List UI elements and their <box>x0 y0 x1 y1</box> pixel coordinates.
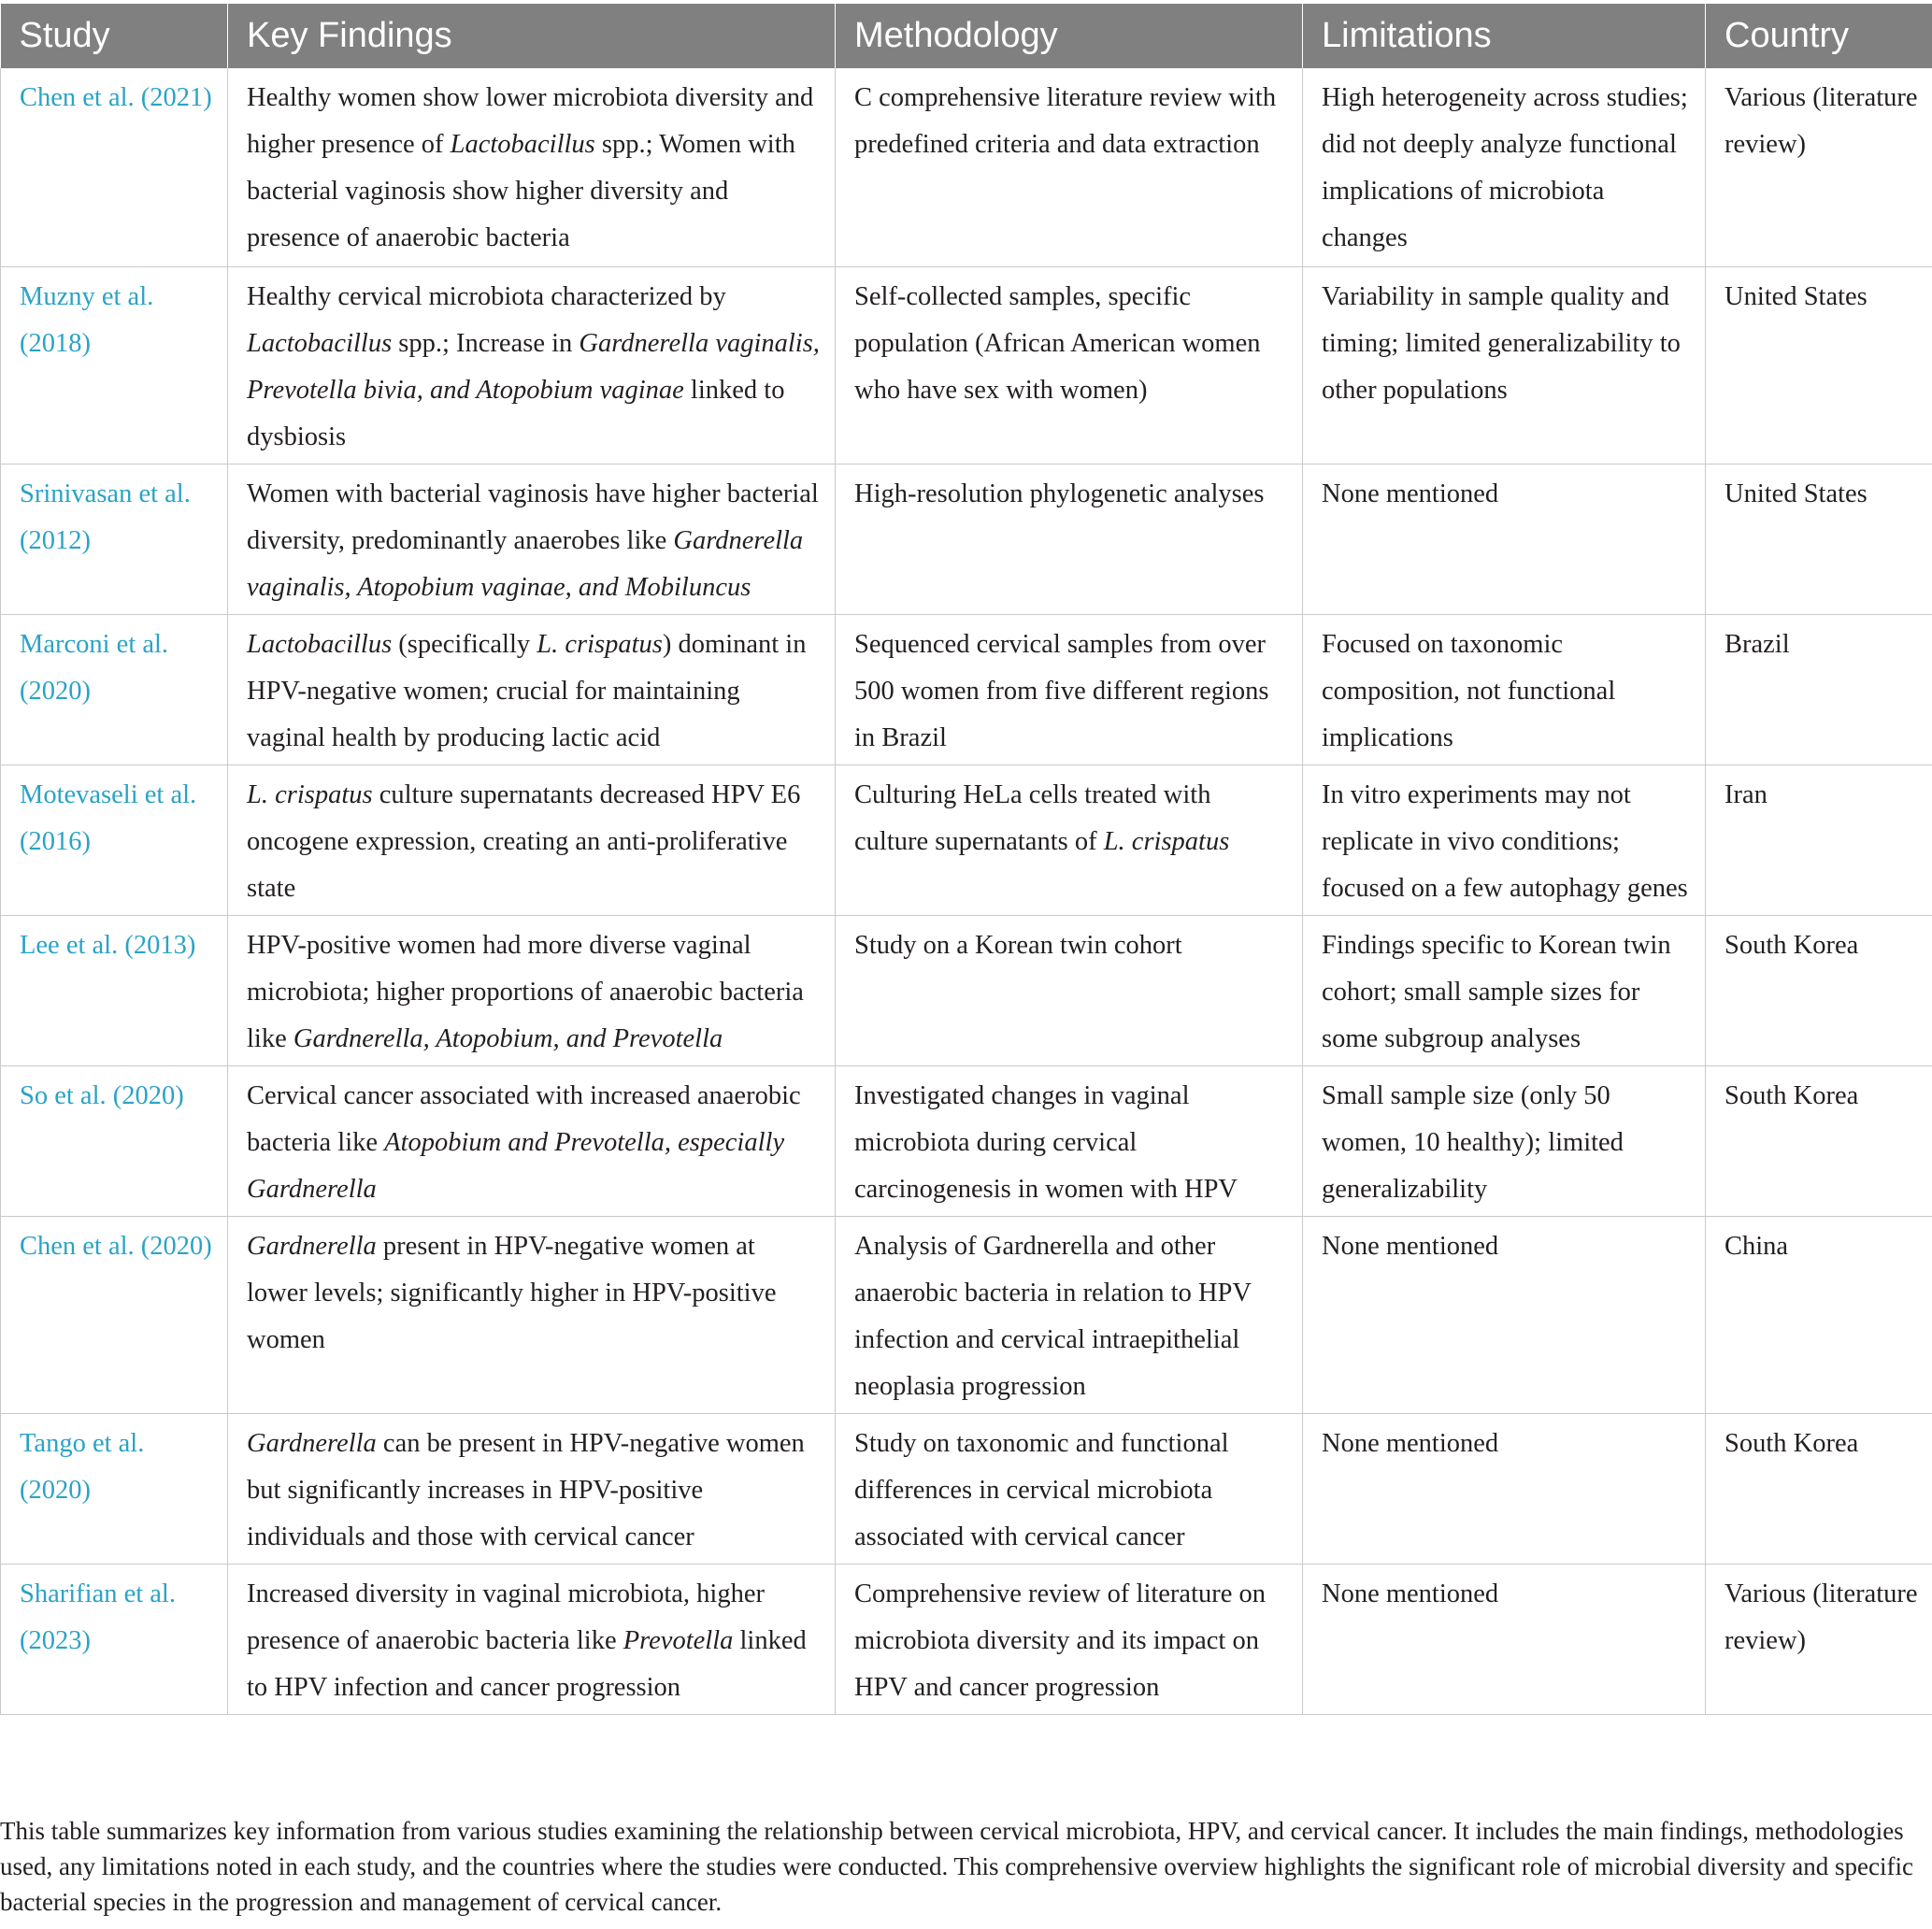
table-row <box>1 764 1932 915</box>
cell-key-findings: Women with bacterial vaginosis have higher bacterial diversity, predominantly anaerobes like Gardnerella vaginalis, Atopobium vaginae, and Mobiluncus <box>228 464 836 614</box>
cell-key-findings: Healthy cervical microbiota characterized by Lactobacillus spp.; Increase in Gardnerella vaginalis, Prevotella bivia, and Atopobium vaginae linked to dysbiosis <box>228 266 836 464</box>
cell-limitations: Small sample size (only 50 women, 10 healthy); limited generalizability <box>1303 1065 1706 1216</box>
cell-country: Various (literature review) <box>1706 1564 1932 1714</box>
cell-limitations: None mentioned <box>1303 1216 1706 1413</box>
cell-methodology: Study on a Korean twin cohort <box>836 915 1303 1065</box>
cell-study: Sharifian et al. (2023) <box>1 1564 228 1714</box>
cell-key-findings: Increased diversity in vaginal microbiota, higher presence of anaerobic bacteria like Prevotella linked to HPV infection and cancer progression <box>228 1564 836 1714</box>
cell-study: Motevaseli et al. (2016) <box>1 764 228 915</box>
cell-methodology: High-resolution phylogenetic analyses <box>836 464 1303 614</box>
studies-table <box>0 4 1932 1715</box>
cell-study: Lee et al. (2013) <box>1 915 228 1065</box>
cell-study: Tango et al. (2020) <box>1 1413 228 1564</box>
cell-study: Chen et al. (2021) <box>1 68 228 266</box>
cell-key-findings: Cervical cancer associated with increased anaerobic bacteria like Atopobium and Prevotella, especially Gardnerella <box>228 1065 836 1216</box>
cell-country: United States <box>1706 464 1932 614</box>
table-body <box>1 68 1932 1714</box>
cell-key-findings: Gardnerella can be present in HPV-negative women but significantly increases in HPV-positive individuals and those with cervical cancer <box>228 1413 836 1564</box>
cell-key-findings: HPV-positive women had more diverse vaginal microbiota; higher proportions of anaerobic bacteria like Gardnerella, Atopobium, and Prevotella <box>228 915 836 1065</box>
cell-key-findings: Healthy women show lower microbiota diversity and higher presence of Lactobacillus spp.; Women with bacterial vaginosis show higher diversity and presence of anaerobic bacteria <box>228 68 836 266</box>
cell-methodology: Sequenced cervical samples from over 500 women from five different regions in Brazil <box>836 614 1303 764</box>
cell-study: Muzny et al. (2018) <box>1 266 228 464</box>
cell-limitations: Findings specific to Korean twin cohort; small sample sizes for some subgroup analyses <box>1303 915 1706 1065</box>
cell-country: South Korea <box>1706 915 1932 1065</box>
header-limitations: Limitations <box>1303 4 1706 68</box>
cell-methodology: Analysis of Gardnerella and other anaerobic bacteria in relation to HPV infection and cervical intraepithelial neoplasia progression <box>836 1216 1303 1413</box>
cell-study: Srinivasan et al. (2012) <box>1 464 228 614</box>
cell-methodology: Comprehensive review of literature on microbiota diversity and its impact on HPV and cancer progression <box>836 1564 1303 1714</box>
table-row <box>1 1216 1932 1413</box>
cell-key-findings: Lactobacillus (specifically L. crispatus) dominant in HPV-negative women; crucial for maintaining vaginal health by producing lactic acid <box>228 614 836 764</box>
cell-country: South Korea <box>1706 1413 1932 1564</box>
table-row <box>1 1065 1932 1216</box>
table-header-row <box>1 4 1932 68</box>
cell-study: So et al. (2020) <box>1 1065 228 1216</box>
header-key-findings: Key Findings <box>228 4 836 68</box>
cell-country: South Korea <box>1706 1065 1932 1216</box>
header-country: Country <box>1706 4 1932 68</box>
table-row <box>1 68 1932 266</box>
cell-methodology: Study on taxonomic and functional differences in cervical microbiota associated with cervical cancer <box>836 1413 1303 1564</box>
cell-limitations: None mentioned <box>1303 1413 1706 1564</box>
cell-key-findings: Gardnerella present in HPV-negative women at lower levels; significantly higher in HPV-positive women <box>228 1216 836 1413</box>
cell-limitations: None mentioned <box>1303 464 1706 614</box>
cell-key-findings: L. crispatus culture supernatants decreased HPV E6 oncogene expression, creating an anti-proliferative state <box>228 764 836 915</box>
table-row <box>1 614 1932 764</box>
table-row <box>1 1413 1932 1564</box>
cell-limitations: High heterogeneity across studies; did not deeply analyze functional implications of microbiota changes <box>1303 68 1706 266</box>
cell-study: Marconi et al. (2020) <box>1 614 228 764</box>
cell-methodology: Culturing HeLa cells treated with culture supernatants of L. crispatus <box>836 764 1303 915</box>
cell-methodology: Investigated changes in vaginal microbiota during cervical carcinogenesis in women with HPV <box>836 1065 1303 1216</box>
cell-country: Iran <box>1706 764 1932 915</box>
table-row <box>1 464 1932 614</box>
cell-limitations: Variability in sample quality and timing; limited generalizability to other populations <box>1303 266 1706 464</box>
cell-country: China <box>1706 1216 1932 1413</box>
cell-methodology: Self-collected samples, specific population (African American women who have sex with women) <box>836 266 1303 464</box>
cell-methodology: C comprehensive literature review with predefined criteria and data extraction <box>836 68 1303 266</box>
table-row <box>1 915 1932 1065</box>
cell-limitations: Focused on taxonomic composition, not functional implications <box>1303 614 1706 764</box>
table-row <box>1 266 1932 464</box>
header-methodology: Methodology <box>836 4 1303 68</box>
table-row <box>1 1564 1932 1714</box>
cell-study: Chen et al. (2020) <box>1 1216 228 1413</box>
cell-country: United States <box>1706 266 1932 464</box>
cell-limitations: In vitro experiments may not replicate in vivo conditions; focused on a few autophagy genes <box>1303 764 1706 915</box>
cell-limitations: None mentioned <box>1303 1564 1706 1714</box>
header-study: Study <box>1 4 228 68</box>
cell-country: Various (literature review) <box>1706 68 1932 266</box>
table-footnote: This table summarizes key information from various studies examining the relationship between cervical microbiota, HPV, and cervical cancer. It includes the main findings, methodologies used, any limitations noted in each study, and the countries where the studies were conducted. This comprehensive overview highlights the significant role of microbial diversity and specific bacterial species in the progression and management of cervical cancer. <box>0 1817 1913 1916</box>
cell-country: Brazil <box>1706 614 1932 764</box>
